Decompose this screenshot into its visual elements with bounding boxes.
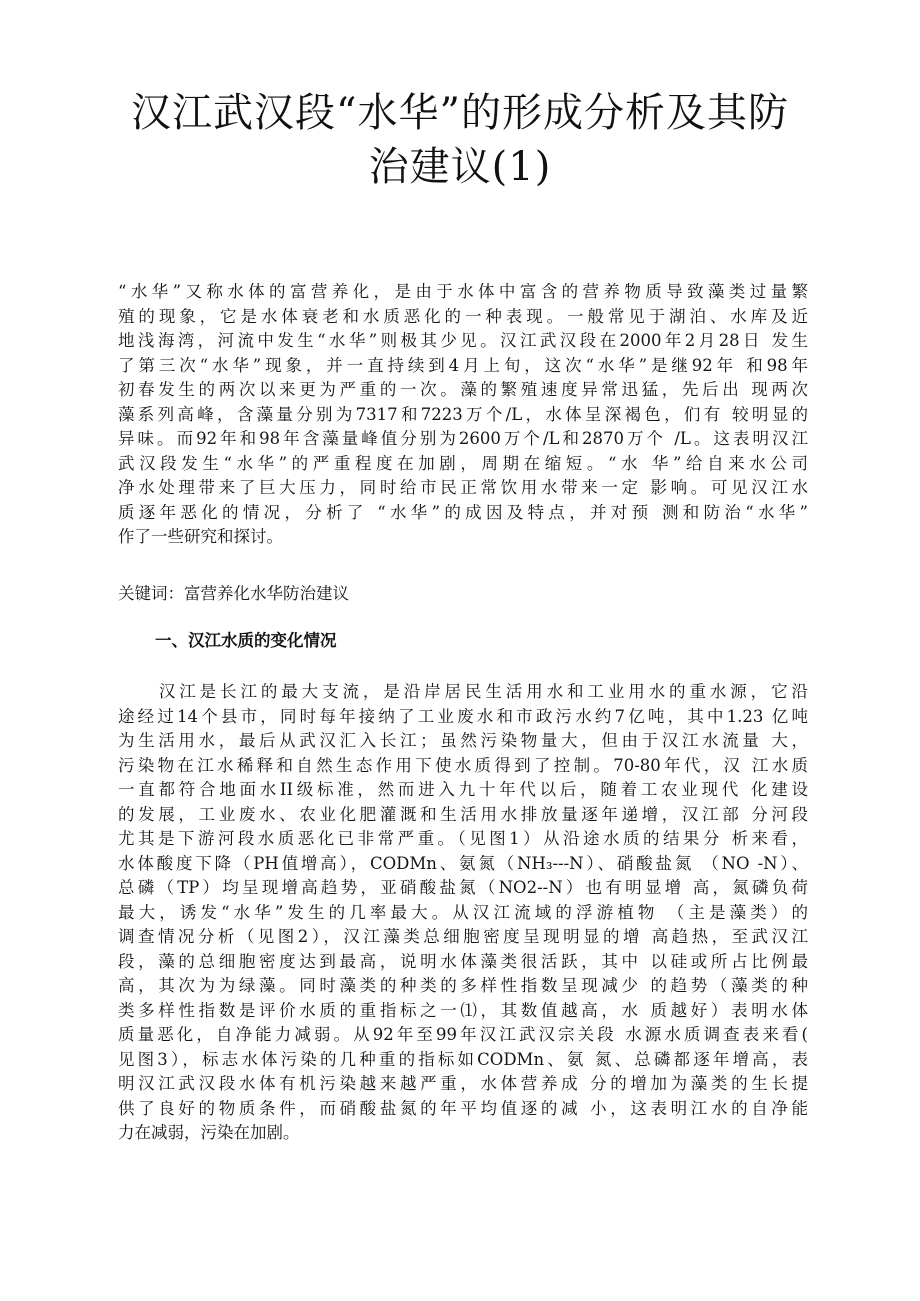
body-line: 见图3），标志水体污染的几种重的指标如CODMn、氨 氮、总磷都逐年增高，表 <box>118 1049 808 1069</box>
body-line: 一直都符合地面水II级标准，然而进入九十年代以后，随着工农业现代 化建设 <box>118 780 808 799</box>
body-line: 类多样性指数是评价水质的重指标之一⑴，其数值越高，水 质越好）表明水体 <box>118 1000 808 1020</box>
body-line: 尤其是下游河段水质恶化已非常严重。（见图1）从沿途水质的结果分 析来看， <box>118 829 808 848</box>
body-line: 段，藻的总细胞密度达到最高，说明水体藻类很活跃，其中 以硅或所占比例最 <box>118 951 808 971</box>
body-line: 污染物在江水稀释和自然生态作用下使水质得到了控制。70-80年代，汉 江水质 <box>118 755 808 775</box>
body-line: 为生活用水，最后从武汉汇入长江；虽然污染物量大，但由于汉江水流量 大， <box>118 731 808 750</box>
body-line: 的发展，工业废水、农业化肥灌溉和生活用水排放量逐年递增，汉江部 分河段 <box>118 804 808 824</box>
body-line: 力在减弱，污染在加剧。 <box>118 1123 300 1142</box>
keywords-line: 关键词：富营养化水华防治建议 <box>118 584 349 603</box>
document-title <box>60 86 860 194</box>
title-line: 汉江武汉段“水华”的形成分析及其防 <box>131 90 789 136</box>
body-line: 供了良好的物质条件，而硝酸盐氮的年平均值逐的减 小，这表明江水的自净能 <box>118 1098 808 1118</box>
abstract-line: 初春发生的两次以来更为严重的一次。藻的繁殖速度异常迅猛，先后出 现两次 <box>118 380 808 399</box>
abstract-line: 净水处理带来了巨大压力，同时给市民正常饮用水带来一定 影响。可见汉江水 <box>118 478 808 497</box>
body-line: 途经过14个县市，同时每年接纳了工业废水和市政污水约7亿吨，其中1.23 亿吨 <box>118 706 808 726</box>
abstract-line: 作了一些研究和探讨。 <box>118 527 283 546</box>
abstract-line: 质逐年恶化的情况，分析了 “水华”的成因及特点，并对预 测和防治“水华” <box>118 502 808 522</box>
title-line: 治建议(1) <box>368 144 552 190</box>
body-line: 总磷（TP）均呈现增高趋势，亚硝酸盐氮（NO2--N）也有明显增 高，氮磷负荷 <box>118 878 808 897</box>
abstract-line: “水华”又称水体的富营养化，是由于水体中富含的营养物质导致藻类过量繁 <box>118 282 808 301</box>
body-line: 明汉江武汉段水体有机污染越来越严重，水体营养成 分的增加为藻类的生长提 <box>118 1074 808 1093</box>
body-line: 质量恶化，自净能力减弱。从92年至99年汉江武汉宗关段 水源水质调查表来看( <box>118 1025 808 1044</box>
abstract-line: 殖的现象，它是水体衰老和水质恶化的一种表现。一般常见于湖泊、水库及近 <box>118 306 808 326</box>
body-paragraph <box>118 680 808 1146</box>
body-line: 汉江是长江的最大支流，是沿岸居民生活用水和工业用水的重水源，它沿 <box>118 682 808 701</box>
body-line: 调查情况分析（见图2），汉江藻类总细胞密度呈现明显的增 高趋热，至武汉江 <box>118 927 808 946</box>
section-heading: 一、汉江水质的变化情况 <box>155 631 337 650</box>
abstract-line: 藻系列高峰，含藻量分别为7317和7223万个/L，水体呈深褐色，们有 较明显的 <box>118 404 808 424</box>
abstract-paragraph <box>118 280 808 550</box>
abstract-line: 武汉段发生“水华”的严重程度在加剧，周期在缩短。“水 华”给自来水公司 <box>118 453 808 473</box>
body-line: 高，其次为为绿藻。同时藻类的种类的多样性指数呈现减少 的趋势（藻类的种 <box>118 976 808 995</box>
body-line: 最大，诱发“水华”发生的几率最大。从汉江流域的浮游植物 （主是藻类）的 <box>118 902 808 922</box>
body-line: 水体酸度下降（PH值增高），CODMn、氨氮（NH₃---N）、硝酸盐氮 （NO -N）、 <box>118 853 808 873</box>
abstract-line: 异味。而92年和98年含藻量峰值分别为2600万个/L和2870万个 /L。这表明汉江 <box>118 429 808 448</box>
abstract-line: 了第三次“水华”现象，并一直持续到4月上旬，这次“水华”是继92年 和98年 <box>118 355 808 375</box>
abstract-line: 地浅海湾，河流中发生“水华”则极其少见。汉江武汉段在2000年2月28日 发生 <box>118 331 808 350</box>
